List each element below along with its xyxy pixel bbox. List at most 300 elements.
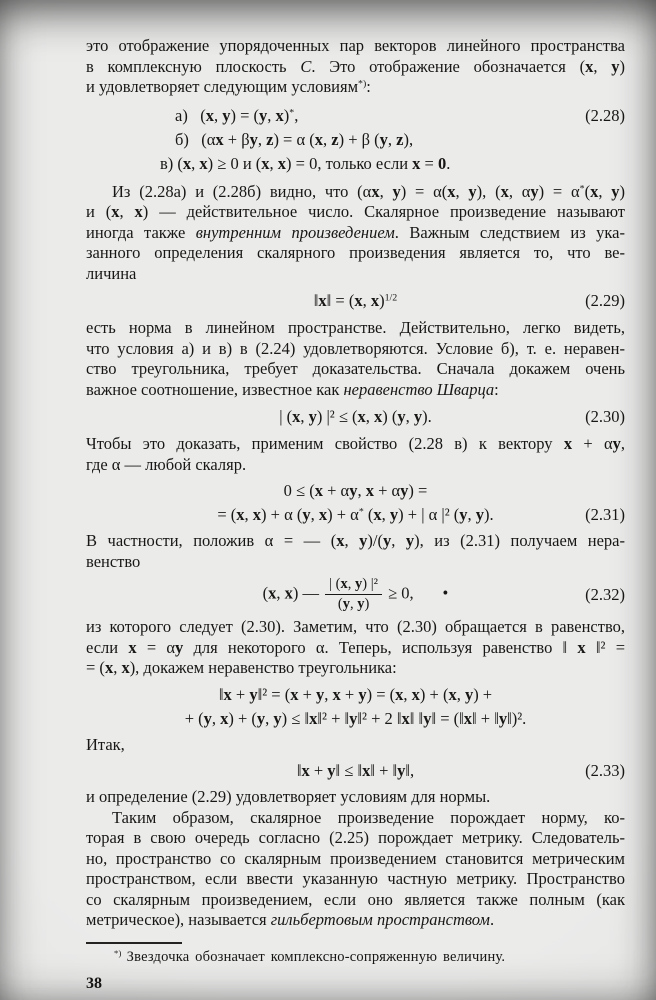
text-segment: со скалярным произведением, если оно является также полным (как: [86, 889, 625, 909]
text-line: [86, 552, 625, 573]
vector-symbol: x: [314, 481, 323, 500]
equation-row: [86, 289, 625, 313]
vector-symbol: y: [530, 181, 539, 201]
text-segment: ) + | α |² (: [398, 505, 460, 524]
text-segment: ) = α (: [273, 129, 315, 149]
vector-symbol: y: [357, 596, 365, 612]
vector-symbol: x: [463, 708, 473, 728]
vector-symbol: x: [292, 407, 301, 426]
paragraph: [86, 434, 625, 475]
vector-symbol: y: [382, 531, 392, 550]
equation-row: [86, 105, 625, 152]
text-segment: + α: [373, 481, 401, 500]
paragraph: [86, 318, 625, 400]
text-segment: В частности, положив α = — (: [86, 531, 337, 550]
vector-symbol: x: [182, 153, 192, 173]
text-segment: ,: [191, 153, 200, 173]
text-segment: ,: [276, 583, 285, 603]
equation: [86, 289, 625, 313]
text-segment: ,: [113, 658, 122, 677]
vector-symbol: x: [199, 153, 208, 173]
text-segment: ‖: [313, 291, 319, 310]
text-blocks: [86, 36, 625, 931]
vector-symbol: x: [585, 56, 594, 76]
vector-symbol: x: [205, 105, 214, 125]
equation-row: [86, 707, 625, 731]
fraction-denominator: [325, 595, 382, 613]
vector-symbol: y: [358, 684, 367, 704]
text-segment: ,: [300, 407, 309, 426]
vector-symbol: x: [354, 291, 363, 310]
text-segment: ) = α(: [400, 181, 448, 201]
text-segment: ,: [467, 505, 476, 524]
superscript: *: [289, 107, 295, 119]
text-segment: ) + α (: [261, 505, 303, 524]
vector-symbol: y: [349, 481, 358, 500]
text-segment: Итак,: [86, 734, 125, 754]
text-segment: торая в свою очередь согласно (2.25) порождает метрику. Следователь-: [86, 828, 625, 847]
vector-symbol: x: [447, 181, 456, 201]
text-segment: ‖ ‖: [409, 708, 424, 728]
text-segment: личина: [86, 263, 137, 283]
paragraph: [86, 787, 625, 931]
text-segment: ) + (: [228, 708, 257, 728]
text-line: [86, 359, 625, 380]
text-line: [86, 849, 625, 870]
text-segment: ‖ = (: [326, 291, 355, 310]
text-segment: ‖² = (: [257, 684, 291, 704]
vector-symbol: x: [374, 407, 383, 426]
vector-symbol: x: [448, 684, 457, 704]
text-segment: = (: [86, 658, 105, 677]
vector-symbol: x: [332, 684, 341, 704]
text-segment: и определение (2.29) удовлетворяет условиям для нормы.: [86, 787, 491, 806]
text-segment: (: [584, 181, 591, 201]
vector-symbol: y: [397, 407, 406, 426]
italic-term: гильбертовым пространством: [270, 910, 490, 929]
text-segment: ) +: [473, 684, 493, 704]
vector-symbol: y: [316, 684, 325, 704]
text-segment: ‖: [218, 684, 224, 704]
text-segment: ,: [456, 684, 465, 704]
text-segment: ) ≤ ‖: [281, 708, 310, 728]
vector-symbol: y: [423, 708, 432, 728]
text-segment: (: [337, 596, 343, 612]
text-segment: ), из (2.31) получаем нера-: [414, 531, 626, 550]
vector-symbol: y: [256, 708, 266, 728]
text-segment: =: [420, 153, 438, 173]
text-segment: где α — любой скаляр.: [86, 454, 247, 474]
text-segment: ), докажем неравенство треугольника:: [129, 658, 397, 677]
vector-symbol: x: [362, 761, 371, 780]
text-segment: ) + (: [419, 684, 449, 704]
vector-symbol: x: [590, 181, 599, 201]
text-segment: (: [262, 583, 269, 603]
vector-symbol: y: [400, 481, 409, 500]
text-segment: что условия а) и в) в (2.24) удовлетворяются. Условие б), т. е. неравен-: [86, 338, 625, 358]
text-segment: ,: [294, 105, 299, 125]
text-segment: + α: [322, 481, 350, 500]
vector-symbol: y: [475, 505, 485, 524]
vector-symbol: x: [284, 583, 293, 603]
text-segment: ): [619, 181, 626, 201]
text-segment: •: [413, 583, 449, 603]
vector-symbol: x: [340, 576, 348, 592]
text-line: [86, 890, 625, 911]
text-line: [86, 318, 625, 339]
paragraph: [86, 36, 625, 98]
text-segment: = (: [217, 505, 237, 524]
equation-number: (2.28): [585, 105, 625, 125]
text-segment: есть норма в линейном пространстве. Действительно, легко видеть,: [86, 318, 625, 337]
text-segment: . Это отображение обозначается (: [311, 56, 586, 76]
vector-symbol: y: [389, 505, 399, 524]
text-segment: в) (: [160, 153, 183, 173]
text-segment: | (: [329, 576, 341, 592]
text-segment: ) |² ≤ (: [316, 407, 358, 426]
vector-symbol: x: [318, 291, 327, 310]
text-segment: ‖ ≤ ‖: [335, 761, 363, 780]
text-segment: ство треугольника, требует доказательства. Сначала докажем очень: [86, 359, 625, 378]
equation: [86, 479, 625, 527]
vector-symbol: x: [577, 637, 586, 657]
italic-term: неравенство Шварца: [343, 379, 495, 399]
text-line: [86, 531, 625, 552]
vector-symbol: y: [468, 181, 477, 201]
vector-symbol: x: [563, 434, 573, 453]
equation-row: [86, 479, 625, 503]
vector-symbol: y: [203, 708, 212, 728]
text-segment: ) = (: [230, 105, 259, 125]
vector-symbol: y: [327, 761, 336, 780]
text-segment: ‖: [296, 761, 302, 780]
text-segment: если: [86, 637, 129, 657]
text-segment: ‖)².: [507, 708, 527, 728]
text-segment: Таким образом, скалярное произведение порождает норму, ко-: [112, 807, 625, 827]
text-segment: ,: [244, 505, 253, 524]
text-line: [86, 77, 625, 98]
footnote-text: Звездочка обозначает комплексно-сопряженную величину.: [126, 948, 506, 965]
text-segment: ,: [598, 181, 612, 201]
vector-symbol: x: [370, 291, 380, 310]
text-segment: б) (α: [175, 129, 216, 149]
vector-symbol: y: [249, 129, 258, 149]
vector-symbol: y: [413, 407, 423, 426]
text-segment: ,: [347, 576, 356, 592]
text-segment: метрическое), называется: [86, 910, 271, 929]
equation-number: (2.32): [585, 584, 625, 604]
text-segment: ), (: [476, 181, 501, 201]
footnote: [86, 948, 625, 966]
text-segment: +: [309, 761, 328, 780]
text-segment: + β: [223, 129, 250, 149]
vector-symbol: y: [349, 708, 358, 728]
vector-symbol: x: [261, 153, 270, 173]
text-segment: ,: [269, 153, 278, 173]
text-segment: это отображение упорядоченных пар векторов линейного пространства: [86, 36, 625, 55]
footnote-rule: [86, 942, 182, 944]
text-segment: ,: [620, 434, 626, 453]
text-line: [86, 57, 625, 78]
vector-symbol: x: [314, 129, 324, 149]
equation-number: (2.30): [585, 407, 625, 426]
text-segment: а) (: [175, 105, 206, 125]
text-segment: пространством, если ввести указанную частную метрику. Пространство: [86, 869, 625, 888]
text-segment: ,: [349, 596, 358, 612]
equation-row: [86, 405, 625, 429]
text-segment: ,: [310, 505, 319, 524]
vector-symbol: x: [412, 153, 421, 173]
equation: [86, 576, 625, 613]
vector-symbol: x: [357, 407, 366, 426]
paragraph: [86, 531, 625, 572]
vector-symbol: y: [273, 708, 282, 728]
text-segment: ) = 0, только если: [286, 153, 413, 173]
text-segment: ,: [391, 531, 406, 550]
text-segment: ,: [379, 181, 393, 201]
text-segment: ) ≥ 0 и (: [207, 153, 262, 173]
text-segment: ) —: [292, 583, 324, 603]
text-segment: из которого следует (2.30). Заметим, что (2.30) обращается в равенство,: [86, 617, 625, 636]
vector-symbol: x: [395, 684, 404, 704]
text-segment: важное соотношение, известное как: [86, 379, 344, 399]
text-line: [86, 808, 625, 829]
text-segment: ,: [387, 129, 397, 149]
text-segment: Из (2.28а) и (2.28б) видно, что (α: [112, 181, 372, 201]
text-segment: = α: [136, 637, 175, 657]
vector-symbol: x: [215, 129, 224, 149]
text-line: [86, 36, 625, 57]
text-segment: .: [446, 153, 451, 173]
vector-symbol: x: [111, 202, 120, 221]
vector-symbol: x: [134, 202, 143, 221]
text-line: [86, 658, 625, 679]
vector-symbol: x: [301, 761, 310, 780]
text-segment: + (: [184, 708, 204, 728]
equation-row: [86, 576, 625, 613]
equation: [86, 405, 625, 429]
text-segment: ,: [211, 708, 221, 728]
fraction-numerator: [325, 576, 382, 595]
text-segment: :: [494, 379, 499, 399]
vector-symbol: y: [342, 596, 350, 612]
text-segment: ,: [323, 129, 332, 149]
superscript: *): [358, 78, 367, 90]
paragraph: [86, 735, 625, 756]
text-segment: + α: [572, 434, 613, 453]
text-segment: ) = (: [366, 684, 396, 704]
text-segment: ,: [455, 181, 469, 201]
vector-symbol: x: [401, 708, 410, 728]
equation-number: (2.31): [585, 505, 625, 524]
text-line: [86, 638, 625, 659]
text-segment: ) (: [382, 407, 398, 426]
text-segment: но, пространство со скалярным произведением становится метрическим: [86, 848, 625, 868]
vector-symbol: y: [249, 684, 258, 704]
equation-row: [86, 104, 625, 128]
page-content: [86, 36, 625, 993]
fraction: [325, 576, 382, 613]
text-line: [86, 910, 625, 931]
italic-term: внутренним произведением: [195, 222, 395, 242]
text-line: [86, 264, 625, 285]
vector-symbol: x: [128, 637, 137, 657]
text-line: [86, 243, 625, 264]
superscript: *: [579, 183, 585, 195]
text-segment: ,: [403, 684, 412, 704]
text-segment: ,: [381, 505, 390, 524]
equation-number: (2.33): [585, 761, 625, 780]
italic-term: C: [300, 56, 312, 76]
text-segment: ,: [357, 481, 366, 500]
page-number: 38: [86, 974, 102, 992]
text-segment: ‖² + 2 ‖: [357, 708, 402, 728]
vector-symbol: y: [459, 505, 468, 524]
text-segment: ).: [422, 407, 432, 426]
text-segment: ,: [593, 56, 612, 76]
vector-symbol: x: [277, 153, 287, 173]
text-segment: +: [231, 684, 250, 704]
text-segment: ).: [484, 505, 494, 524]
vector-symbol: x: [373, 505, 382, 524]
text-line: [86, 182, 625, 203]
vector-symbol: y: [397, 761, 406, 780]
text-line: [86, 869, 625, 890]
vector-symbol: y: [222, 105, 231, 125]
text-segment: ) |²: [362, 576, 378, 592]
text-segment: ) — действительное число. Скалярное произведение называют: [142, 202, 626, 221]
vector-symbol: y: [302, 505, 311, 524]
equation-number: (2.29): [585, 291, 625, 310]
text-segment: +: [340, 684, 359, 704]
text-segment: (: [363, 505, 374, 524]
vector-symbol: x: [236, 505, 245, 524]
text-segment: ‖,: [405, 761, 415, 780]
text-segment: ,: [344, 531, 360, 550]
text-segment: . Важным следствием из ука-: [394, 222, 625, 242]
text-line: [86, 202, 625, 223]
text-line: [86, 434, 625, 455]
vector-symbol: x: [371, 181, 380, 201]
vector-symbol: z: [266, 129, 274, 149]
text-segment: ): [283, 105, 290, 125]
equation-row: [86, 683, 625, 707]
text-segment: ,: [362, 291, 371, 310]
text-segment: ,: [324, 684, 333, 704]
text-segment: ,: [265, 708, 274, 728]
text-segment: занного определения скалярного произведения является то, что ве-: [86, 243, 625, 262]
vector-symbol: y: [464, 684, 474, 704]
text-line: [86, 380, 625, 401]
footnote-marker: *): [114, 947, 122, 958]
vector-symbol: x: [500, 181, 509, 201]
text-segment: | (: [279, 407, 293, 426]
text-line: [86, 787, 625, 808]
vector-symbol: x: [220, 708, 229, 728]
text-segment: , α: [508, 181, 531, 201]
text-segment: .: [489, 910, 495, 929]
vector-symbol: y: [611, 56, 620, 76]
text-segment: в комплексную плоскость: [86, 56, 301, 76]
vector-symbol: y: [379, 129, 388, 149]
vector-symbol: x: [275, 105, 284, 125]
text-segment: ‖ + ‖: [370, 761, 398, 780]
text-segment: 0 ≤ (: [283, 481, 315, 500]
vector-symbol: y: [174, 637, 184, 657]
text-segment: ,: [405, 407, 414, 426]
equation-row: [86, 152, 625, 176]
equation-row: [86, 503, 625, 527]
vector-symbol: x: [268, 583, 277, 603]
text-segment: ) = α: [538, 181, 580, 201]
text-segment: ) + β (: [338, 129, 380, 149]
vector-symbol: x: [121, 658, 130, 677]
equation: [86, 104, 625, 176]
text-segment: +: [298, 684, 317, 704]
text-segment: и (: [86, 202, 112, 221]
text-segment: ) + α: [327, 505, 359, 524]
text-segment: ,: [119, 202, 135, 221]
text-segment: ,: [365, 407, 375, 426]
text-segment: Чтобы это доказать, применим свойство (2.28 в) к вектору: [86, 434, 564, 453]
text-segment: ): [379, 291, 385, 310]
text-segment: ,: [267, 105, 276, 125]
text-segment: ),: [403, 129, 414, 149]
vector-symbol: y: [259, 105, 268, 125]
equation: [86, 683, 625, 731]
vector-symbol: x: [104, 658, 114, 677]
text-segment: венство: [86, 551, 141, 571]
superscript: *: [358, 506, 364, 518]
vector-symbol: x: [411, 684, 420, 704]
vector-symbol: y: [405, 531, 415, 550]
text-line: [86, 617, 625, 638]
text-segment: иногда также: [86, 222, 196, 242]
vector-symbol: x: [223, 684, 232, 704]
paragraph: [86, 617, 625, 679]
vector-symbol: x: [252, 505, 262, 524]
vector-symbol: x: [365, 481, 374, 500]
vector-symbol: x: [309, 708, 318, 728]
vector-symbol: y: [308, 407, 317, 426]
vector-symbol: y: [355, 576, 363, 592]
vector-symbol: z: [396, 129, 404, 149]
vector-symbol: y: [498, 708, 508, 728]
text-segment: и удовлетворяет следующим условиям: [86, 77, 359, 96]
text-segment: ‖² + ‖: [317, 708, 350, 728]
vector-symbol: x: [336, 531, 345, 550]
text-segment: :: [366, 77, 371, 96]
text-segment: для некоторого α. Теперь, используя равенство ‖: [183, 637, 578, 657]
superscript: 1/2: [384, 292, 398, 304]
vector-symbol: x: [318, 505, 328, 524]
text-line: [86, 339, 625, 360]
text-segment: ‖ = (‖: [431, 708, 464, 728]
vector-symbol: x: [290, 684, 299, 704]
text-segment: ,: [257, 129, 267, 149]
text-line: [86, 828, 625, 849]
text-line: [86, 455, 625, 476]
text-segment: ,: [213, 105, 223, 125]
vector-symbol: z: [331, 129, 339, 149]
equation-row: [86, 759, 625, 783]
text-segment: ) =: [408, 481, 428, 500]
vector-symbol: y: [392, 181, 401, 201]
text-segment: ): [364, 596, 370, 612]
text-segment: ‖ + ‖: [472, 708, 499, 728]
text-segment: ‖² =: [585, 637, 625, 657]
text-segment: )/(: [367, 531, 383, 550]
